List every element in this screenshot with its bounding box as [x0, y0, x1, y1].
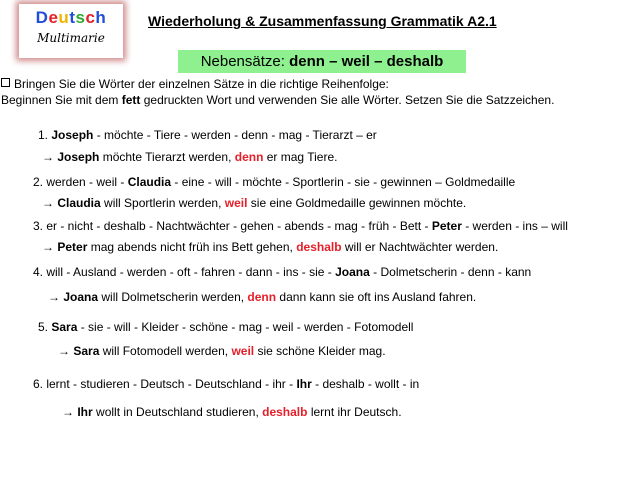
- arrow-icon: →: [58, 344, 74, 358]
- task-text: - möchte - Tiere - werden - denn - mag - Tierarzt – er: [93, 128, 377, 142]
- answer-text: sie eine Goldmedaille gewinnen möchte.: [247, 196, 467, 210]
- answer-text: lernt ihr Deutsch.: [307, 405, 402, 419]
- exercise-answer: [62, 405, 402, 419]
- answer-conjunction: deshalb: [296, 240, 342, 254]
- exercise-answer: [58, 344, 386, 358]
- task-text: will - Ausland - werden - oft - fahren - dann - ins - sie -: [46, 265, 336, 279]
- answer-text: er mag Tiere.: [263, 150, 338, 164]
- exercise-answer: [42, 196, 466, 210]
- instruction-text-2c: gedruckten Wort und verwenden Sie alle Wörter. Setzen Sie die Satzzeichen.: [140, 93, 555, 107]
- answer-text: möchte Tierarzt werden,: [99, 150, 235, 164]
- arrow-icon: →: [42, 240, 58, 254]
- arrow-icon: →: [42, 150, 58, 164]
- answer-conjunction: denn: [247, 290, 277, 304]
- answer-conjunction: deshalb: [262, 405, 308, 419]
- answer-subject: Claudia: [57, 196, 101, 210]
- answer-text: dann kann sie oft ins Ausland fahren.: [276, 290, 477, 304]
- answer-text: will er Nachtwächter werden.: [341, 240, 499, 254]
- task-start-word: Joseph: [51, 128, 94, 142]
- topic-prefix: Nebensätze:: [200, 53, 290, 70]
- logo-letter: u: [58, 8, 70, 27]
- answer-conjunction: denn: [234, 150, 264, 164]
- answer-subject: Joseph: [57, 150, 100, 164]
- exercise-answer: [42, 150, 337, 164]
- task-text: - Dolmetscherin - denn - kann: [369, 265, 532, 279]
- answer-subject: Joana: [63, 290, 99, 304]
- answer-text: mag abends nicht früh ins Bett gehen,: [87, 240, 297, 254]
- instruction-line-1: [1, 77, 389, 91]
- answer-subject: Ihr: [77, 405, 93, 419]
- answer-text: will Fotomodell werden,: [99, 344, 232, 358]
- logo-subtitle: Multimarie: [37, 31, 105, 45]
- task-text: - sie - will - Kleider - schöne - mag - weil - werden - Fotomodell: [77, 320, 414, 334]
- task-text: - deshalb - wollt - in: [311, 377, 420, 391]
- task-text: lernt - studieren - Deutsch - Deutschland - ihr -: [46, 377, 297, 391]
- exercise-task: [38, 128, 377, 142]
- logo-letter: e: [48, 8, 59, 27]
- topic-banner: [178, 50, 466, 73]
- answer-text: will Dolmetscherin werden,: [98, 290, 248, 304]
- task-start-word: Ihr: [296, 377, 312, 391]
- instruction-bold-word: fett: [121, 93, 141, 107]
- topic-conjunctions: denn – weil – deshalb: [289, 53, 444, 70]
- task-start-word: Peter: [431, 219, 462, 233]
- instruction-text-2a: Beginnen Sie mit dem: [1, 93, 122, 107]
- logo-letter: t: [69, 8, 76, 27]
- exercise-task: [38, 320, 413, 334]
- arrow-icon: →: [42, 196, 58, 210]
- task-text: er - nicht - deshalb - Nachtwächter - gehen - abends - mag - früh - Bett -: [46, 219, 432, 233]
- checkbox-icon: [1, 78, 10, 87]
- instruction-text-1: Bringen Sie die Wörter der einzelnen Sätze in die richtige Reihenfolge:: [14, 77, 389, 91]
- task-number: 6.: [33, 377, 47, 391]
- task-text: werden - weil -: [46, 175, 128, 189]
- exercise-answer: [42, 240, 498, 254]
- logo-letter: D: [35, 8, 49, 27]
- exercise-task: [33, 377, 419, 391]
- answer-text: will Sportlerin werden,: [100, 196, 225, 210]
- answer-subject: Peter: [57, 240, 88, 254]
- answer-subject: Sara: [73, 344, 100, 358]
- arrow-icon: →: [48, 290, 64, 304]
- task-number: 1.: [38, 128, 52, 142]
- task-start-word: Claudia: [127, 175, 172, 189]
- task-text: - eine - will - möchte - Sportlerin - sie - gewinnen – Goldmedaille: [171, 175, 516, 189]
- exercise-task: [33, 219, 568, 233]
- answer-conjunction: weil: [231, 344, 255, 358]
- logo-letter: c: [85, 8, 96, 27]
- logo-word: [19, 8, 123, 28]
- answer-conjunction: weil: [224, 196, 248, 210]
- exercise-task: [33, 265, 531, 279]
- task-number: 2.: [33, 175, 47, 189]
- task-number: 5.: [38, 320, 52, 334]
- task-text: - werden - ins – will: [461, 219, 568, 233]
- answer-text: wollt in Deutschland studieren,: [92, 405, 263, 419]
- logo: [19, 4, 123, 58]
- arrow-icon: →: [62, 405, 78, 419]
- task-start-word: Joana: [335, 265, 370, 279]
- answer-text: sie schöne Kleider mag.: [254, 344, 386, 358]
- page-title: Wiederholung & Zusammenfassung Grammatik A2.1: [148, 13, 497, 29]
- task-number: 4.: [33, 265, 47, 279]
- task-start-word: Sara: [51, 320, 78, 334]
- exercise-answer: [48, 290, 476, 304]
- instruction-line-2: [1, 93, 554, 107]
- exercise-task: [33, 175, 515, 189]
- task-number: 3.: [33, 219, 47, 233]
- logo-letter: s: [75, 8, 86, 27]
- logo-letter: h: [95, 8, 107, 27]
